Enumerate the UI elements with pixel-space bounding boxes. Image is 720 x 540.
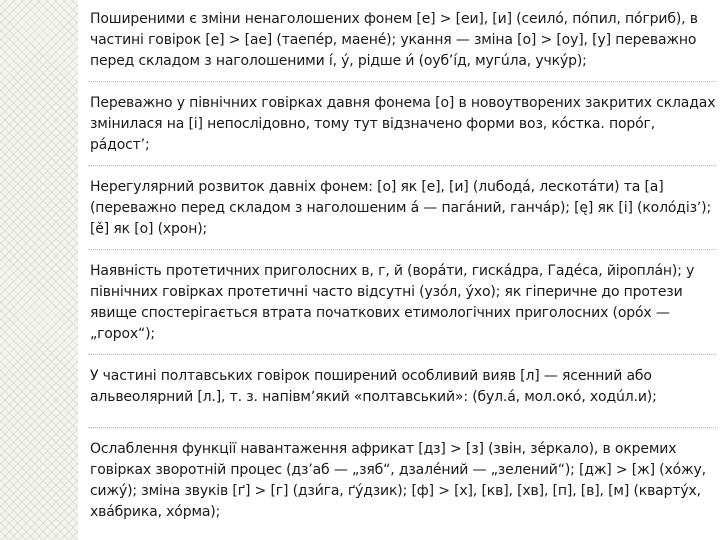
text-slide	[78, 0, 720, 540]
paragraph-northern-o: Переважно у північних говірках давня фонема [о] в новоутворених закритих складах змінилася на [і] непослідовно, тому тут відзначено форми воз, ко́стка. поро́г, ра́дост’;	[90, 95, 716, 153]
paragraph-affricates: Ослаблення функції навантаження африкат [дз] > [з] (звін, зе́ркало), в окремих говірках зворотній процес (дз’аб — „зяб“, дзале́ний — „зелений“); [дж] > [ж] (хо́жу, сижу́); зміна звуків [ґ] > [г] (дзи́га, ґу́дзик); [ф] > [х], [кв], [хв], [п], [в], [м] (квартýх, хва́брика, хо́рма);	[90, 441, 706, 520]
paragraph-prothetic-consonants: Наявність протетичних приголосних в, г, й (вора́ти, гиска́дра, Гаде́са, йіропла́н); у північних говірках протетичні часто відсутні (узо́л, у́хо); як гіперичне до протези явище спостерігається втрата початкових етимологічних приголосних (оро́х — „горох“);	[90, 263, 695, 342]
divider	[88, 165, 716, 166]
divider	[88, 81, 716, 82]
divider	[88, 427, 716, 428]
decorative-stripe	[0, 0, 78, 540]
paragraph-vowel-changes: Поширеними є зміни ненаголошених фонем [е] > [еи], [и] (сеило́, по́пил, по́гриб), в частині говірок [е] > [ае] (таепе́р, маене́); укання — зміна [о] > [оу], [у] переважно перед складом з наголошеними і́, у́, рідше и́ (оуб’і́д, мугúла, учку́р);	[90, 11, 698, 69]
divider	[88, 354, 716, 355]
paragraph-irregular-development: Нерегулярний розвиток давніх фонем: [о] як [е], [и] (лuбода́, лескота́ти) та [а] (переважно перед складом з наголошеним а́ — пага́ний, ганча́р); [ę] як [і] (коло́дізʼ); [ě] як [о] (хрон);	[90, 179, 712, 237]
paragraph-poltava-l: У частині полтавських говірок поширений особливий вияв [л] — ясенний або альвеолярний [л.], т. з. напівмʼякий «полтавський»: (бул.а́, мол.око́, ходúл.и);	[90, 368, 657, 405]
divider	[88, 249, 716, 250]
